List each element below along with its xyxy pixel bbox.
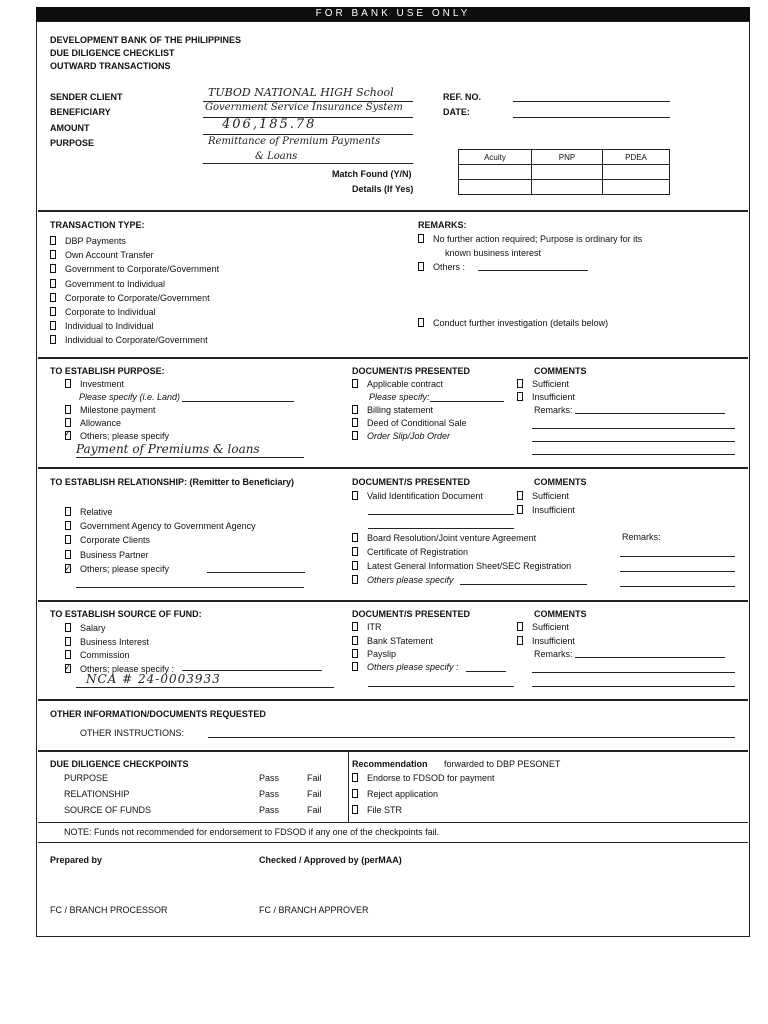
- relationship-item[interactable]: ✓Others; please specify: [65, 562, 256, 576]
- relationship-doc-id[interactable]: Valid Identification Document: [352, 491, 483, 501]
- transaction-type-list: [50, 234, 219, 348]
- checkpoint-source-label: SOURCE OF FUNDS: [64, 805, 152, 815]
- bank-name: DEVELOPMENT BANK OF THE PHILIPPINES: [50, 35, 242, 45]
- checkpoint-purpose-pass[interactable]: Pass: [259, 773, 280, 783]
- checkpoint-source-pass[interactable]: Pass: [259, 805, 280, 815]
- beneficiary-value[interactable]: Government Service Insurance System: [205, 102, 403, 113]
- rec-reject[interactable]: Reject application: [352, 789, 438, 799]
- form-title: DUE DILIGENCE CHECKLIST: [50, 48, 175, 58]
- rec-file-str[interactable]: File STR: [352, 805, 402, 815]
- source-doc-bank[interactable]: Bank STatement: [352, 636, 433, 646]
- remark-no-action[interactable]: No further action required; Purpose is ordinary for its: [418, 234, 642, 244]
- purpose-value-line1[interactable]: Remittance of Premium Payments: [208, 136, 381, 147]
- purpose-sufficient[interactable]: Sufficient: [517, 379, 569, 389]
- transaction-item[interactable]: DBP Payments: [50, 234, 219, 248]
- checkpoint-purpose-fail[interactable]: Fail: [307, 773, 322, 783]
- ref-no-label: REF. NO.: [443, 92, 482, 102]
- source-others-value[interactable]: NCA # 24-0003933: [86, 672, 221, 686]
- transaction-item[interactable]: Individual to Individual: [50, 319, 219, 333]
- purpose-doc-deed[interactable]: Deed of Conditional Sale: [352, 418, 467, 428]
- purpose-milestone[interactable]: Milestone payment: [65, 405, 156, 415]
- purpose-value-line2[interactable]: & Loans: [255, 151, 298, 162]
- relationship-doc-cert[interactable]: Certificate of Registration: [352, 547, 468, 557]
- source-item[interactable]: Commission: [65, 649, 174, 663]
- relationship-section-title: TO ESTABLISH RELATIONSHIP: (Remitter to Beneficiary): [50, 477, 295, 487]
- purpose-doc-specify: Please specify:: [369, 392, 430, 402]
- transaction-item[interactable]: Government to Individual: [50, 277, 219, 291]
- form-subtitle: OUTWARD TRANSACTIONS: [50, 61, 171, 71]
- amount-value[interactable]: 406,185.78: [222, 117, 317, 132]
- remarks-title: REMARKS:: [418, 220, 467, 230]
- purpose-insufficient[interactable]: Insufficient: [517, 392, 575, 402]
- rec-endorse[interactable]: Endorse to FDSOD for payment: [352, 773, 495, 783]
- remark-investigate[interactable]: Conduct further investigation (details below): [418, 318, 608, 328]
- relationship-remarks-label: Remarks:: [622, 532, 661, 542]
- purpose-doc-billing[interactable]: Billing statement: [352, 405, 433, 415]
- date-label: DATE:: [443, 107, 470, 117]
- source-list: [65, 622, 174, 676]
- source-section-title: TO ESTABLISH SOURCE OF FUND:: [50, 609, 202, 619]
- relationship-comments-title: COMMENTS: [534, 477, 587, 487]
- purpose-remarks-label: Remarks:: [534, 405, 573, 415]
- checkpoint-relationship-pass[interactable]: Pass: [259, 789, 280, 799]
- purpose-label: PURPOSE: [50, 138, 95, 148]
- acuity-header: Acuity: [459, 150, 532, 165]
- transaction-type-title: TRANSACTION TYPE:: [50, 220, 145, 230]
- purpose-docs-title: DOCUMENT/S PRESENTED: [352, 366, 471, 376]
- relationship-sufficient[interactable]: Sufficient: [517, 491, 569, 501]
- checkpoint-relationship-fail[interactable]: Fail: [307, 789, 322, 799]
- relationship-docs-title: DOCUMENT/S PRESENTED: [352, 477, 471, 487]
- prepared-by-label: Prepared by: [50, 855, 103, 865]
- other-info-title: OTHER INFORMATION/DOCUMENTS REQUESTED: [50, 709, 266, 719]
- source-remarks-label: Remarks:: [534, 649, 573, 659]
- forwarded-label: forwarded to DBP PESONET: [444, 759, 561, 769]
- purpose-section-title: TO ESTABLISH PURPOSE:: [50, 366, 165, 376]
- branch-processor-label: FC / BRANCH PROCESSOR: [50, 905, 168, 915]
- other-instructions-label: OTHER INSTRUCTIONS:: [80, 728, 185, 738]
- source-item[interactable]: Business Interest: [65, 636, 174, 650]
- source-doc-payslip[interactable]: Payslip: [352, 649, 396, 659]
- purpose-comments-title: COMMENTS: [534, 366, 587, 376]
- checked-approved-label: Checked / Approved by (perMAA): [259, 855, 402, 865]
- checkpoint-purpose-label: PURPOSE: [64, 773, 109, 783]
- source-insufficient[interactable]: Insufficient: [517, 636, 575, 646]
- purpose-others[interactable]: ✓Others; please specify: [65, 431, 169, 441]
- purpose-others-value[interactable]: Payment of Premiums & loans: [76, 442, 260, 456]
- relationship-insufficient[interactable]: Insufficient: [517, 505, 575, 515]
- checkpoints-title: DUE DILIGENCE CHECKPOINTS: [50, 759, 189, 769]
- transaction-item[interactable]: Government to Corporate/Government: [50, 262, 219, 276]
- purpose-investment[interactable]: Investment: [65, 379, 124, 389]
- source-item[interactable]: ✓Others; please specify :: [65, 663, 174, 677]
- recommendation-label: Recommendation: [352, 759, 428, 769]
- source-item[interactable]: Salary: [65, 622, 174, 636]
- transaction-item[interactable]: Own Account Transfer: [50, 248, 219, 262]
- transaction-item[interactable]: Corporate to Corporate/Government: [50, 291, 219, 305]
- amount-label: AMOUNT: [50, 123, 90, 133]
- sender-client-label: SENDER CLIENT: [50, 92, 123, 102]
- purpose-specify-land: Please specify (i.e. Land): [79, 392, 181, 402]
- details-label: Details (If Yes): [352, 184, 414, 194]
- remark-no-action-cont: known business interest: [445, 248, 542, 258]
- transaction-item[interactable]: Individual to Corporate/Government: [50, 333, 219, 347]
- relationship-item[interactable]: Corporate Clients: [65, 533, 256, 547]
- purpose-doc-contract[interactable]: Applicable contract: [352, 379, 443, 389]
- source-docs-title: DOCUMENT/S PRESENTED: [352, 609, 471, 619]
- relationship-item[interactable]: Business Partner: [65, 548, 256, 562]
- sender-client-value[interactable]: TUBOD NATIONAL HIGH School: [208, 86, 394, 99]
- purpose-allowance[interactable]: Allowance: [65, 418, 121, 428]
- checkpoint-source-fail[interactable]: Fail: [307, 805, 322, 815]
- remark-others[interactable]: Others :: [418, 262, 465, 272]
- transaction-item[interactable]: Corporate to Individual: [50, 305, 219, 319]
- pdea-header: PDEA: [603, 150, 670, 165]
- beneficiary-label: BENEFICIARY: [50, 107, 111, 117]
- relationship-item[interactable]: Government Agency to Government Agency: [65, 519, 256, 533]
- source-doc-itr[interactable]: ITR: [352, 622, 382, 632]
- relationship-doc-gis[interactable]: Latest General Information Sheet/SEC Registration: [352, 561, 571, 571]
- source-doc-others[interactable]: Others please specify :: [352, 662, 459, 672]
- source-sufficient[interactable]: Sufficient: [517, 622, 569, 632]
- screening-table: [458, 149, 670, 195]
- relationship-list: [65, 505, 256, 576]
- checkpoints-note: NOTE: Funds not recommended for endorsement to FDSOD if any one of the checkpoints fail.: [64, 827, 440, 837]
- relationship-doc-board[interactable]: Board Resolution/Joint venture Agreement: [352, 533, 536, 543]
- pnp-header: PNP: [532, 150, 603, 165]
- match-found-label: Match Found (Y/N): [332, 169, 412, 179]
- branch-approver-label: FC / BRANCH APPROVER: [259, 905, 369, 915]
- for-bank-use-banner: FOR BANK USE ONLY: [36, 7, 750, 21]
- source-comments-title: COMMENTS: [534, 609, 587, 619]
- relationship-item[interactable]: Relative: [65, 505, 256, 519]
- relationship-doc-others[interactable]: Others please specify: [352, 575, 454, 585]
- checkpoint-relationship-label: RELATIONSHIP: [64, 789, 130, 799]
- purpose-doc-orderslip[interactable]: Order Slip/Job Order: [352, 431, 450, 441]
